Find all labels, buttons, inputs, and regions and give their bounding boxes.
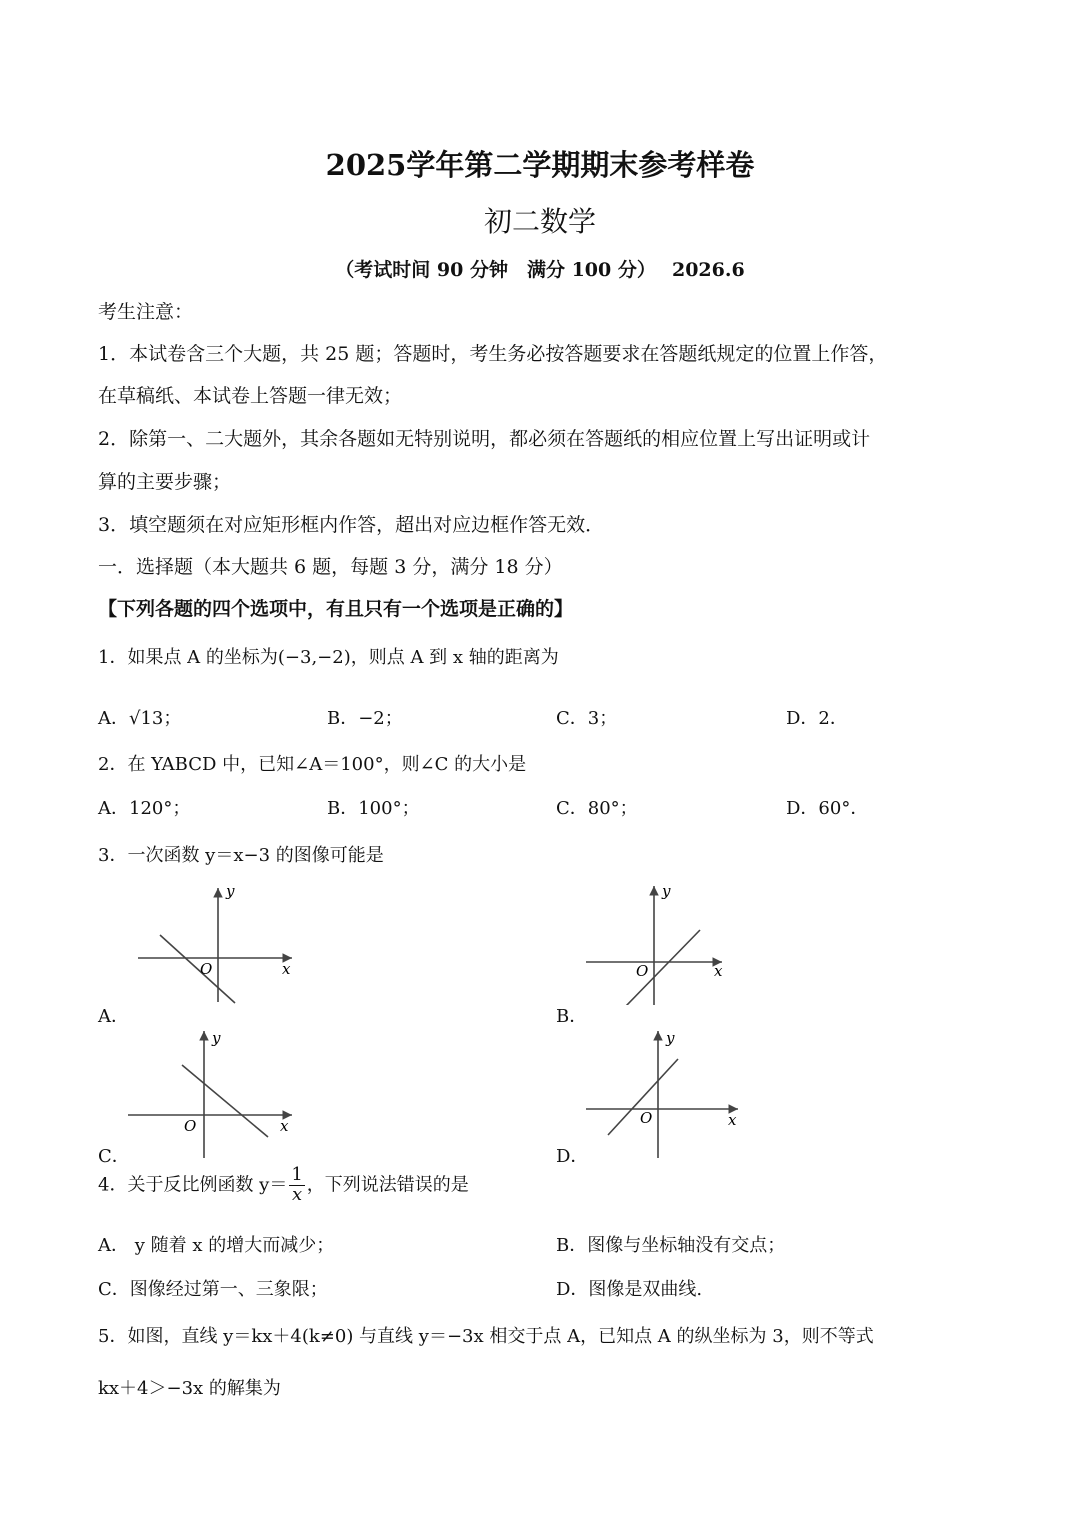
notice-item-2-line-2: 算的主要步骤； [98, 471, 232, 493]
x-label: x [282, 960, 291, 978]
q4-option-d: D．图像是双曲线. [556, 1279, 703, 1300]
origin-label: O [184, 1117, 197, 1135]
y-label: y [666, 1029, 675, 1047]
origin-label: O [200, 960, 213, 978]
q2-option-b: B．100°； [327, 798, 420, 819]
x-label: x [714, 962, 723, 980]
exam-meta: （考试时间 90 分钟 满分 100 分） 2026.6 [335, 259, 745, 281]
q3-option-d: D． [556, 1146, 589, 1167]
q4-option-b: B．图像与坐标轴没有交点； [556, 1235, 786, 1256]
q3-stem: 3．一次函数 y＝x−3 的图像可能是 [98, 845, 384, 866]
exam-title: 2025学年第二学期期末参考样卷 [325, 148, 755, 182]
q3-option-b: B． [556, 1006, 588, 1027]
q4-stem-suffix: ，下列说法错误的是 [306, 1174, 469, 1196]
q4-fraction-denominator: x [291, 1183, 303, 1205]
notice-item-3: 3．填空题须在对应矩形框内作答，超出对应边框作答无效． [98, 514, 605, 536]
notice-item-1-line-2: 在草稿纸、本试卷上答题一律无效； [98, 385, 403, 407]
y-label: y [212, 1029, 221, 1047]
notice-heading: 考生注意： [98, 301, 194, 323]
y-label: y [662, 882, 671, 900]
function-line [160, 935, 235, 1003]
q1-option-d: D．2． [786, 708, 848, 729]
origin-label: O [636, 962, 649, 980]
origin-label: O [640, 1109, 653, 1127]
q5-line-1: 5．如图，直线 y＝kx＋4(k≠0) 与直线 y＝−3x 相交于点 A，已知点 A 的纵坐标为 3，则不等式 [98, 1326, 874, 1347]
q4-option-a: A． y 随着 x 的增大而减少； [98, 1235, 335, 1256]
x-label: x [280, 1117, 289, 1135]
q3-option-a: A． [98, 1006, 129, 1027]
subject-title: 初二数学 [483, 205, 596, 238]
q4-stem [98, 1166, 469, 1205]
x-label: x [728, 1111, 737, 1129]
q5-line-2: kx＋4＞−3x 的解集为 [98, 1378, 281, 1399]
q4-stem-prefix: 4．关于反比例函数 y＝ [98, 1174, 288, 1196]
section-1-instruction: 【下列各题的四个选项中，有且只有一个选项是正确的】 [98, 598, 574, 620]
q3-option-c: C． [98, 1146, 130, 1167]
q2-option-a: A．120°； [98, 798, 191, 819]
q1-option-b: B．−2； [327, 708, 403, 729]
q1-option-a: A．√13； [98, 708, 182, 729]
q4-fraction-numerator: 1 [291, 1164, 303, 1185]
q4-option-c: C．图像经过第一、三象限； [98, 1279, 328, 1300]
q1-stem: 1．如果点 A 的坐标为(−3,−2)，则点 A 到 x 轴的距离为 [98, 647, 559, 668]
notice-item-1-line-1: 1．本试卷含三个大题，共 25 题；答题时，考生务必按答题要求在答题纸规定的位置上作答， [98, 343, 888, 365]
section-1-heading: 一．选择题（本大题共 6 题，每题 3 分，满分 18 分） [98, 556, 563, 578]
q2-option-d: D．60°． [786, 798, 869, 819]
q4-fraction [289, 1166, 304, 1205]
q3-graph-c [122, 1025, 302, 1160]
q1-option-c: C．3； [556, 708, 618, 729]
q3-graph-b [582, 880, 732, 1005]
y-label: y [226, 882, 235, 900]
notice-item-2-line-1: 2．除第一、二大题外，其余各题如无特别说明，都必须在答题纸的相应位置上写出证明或计 [98, 428, 871, 450]
q3-graph-a [130, 880, 305, 1005]
q2-option-c: C．80°； [556, 798, 638, 819]
q3-graph-d [582, 1025, 747, 1160]
q2-stem: 2．在 YABCD 中，已知∠A＝100°，则∠C 的大小是 [98, 754, 527, 775]
